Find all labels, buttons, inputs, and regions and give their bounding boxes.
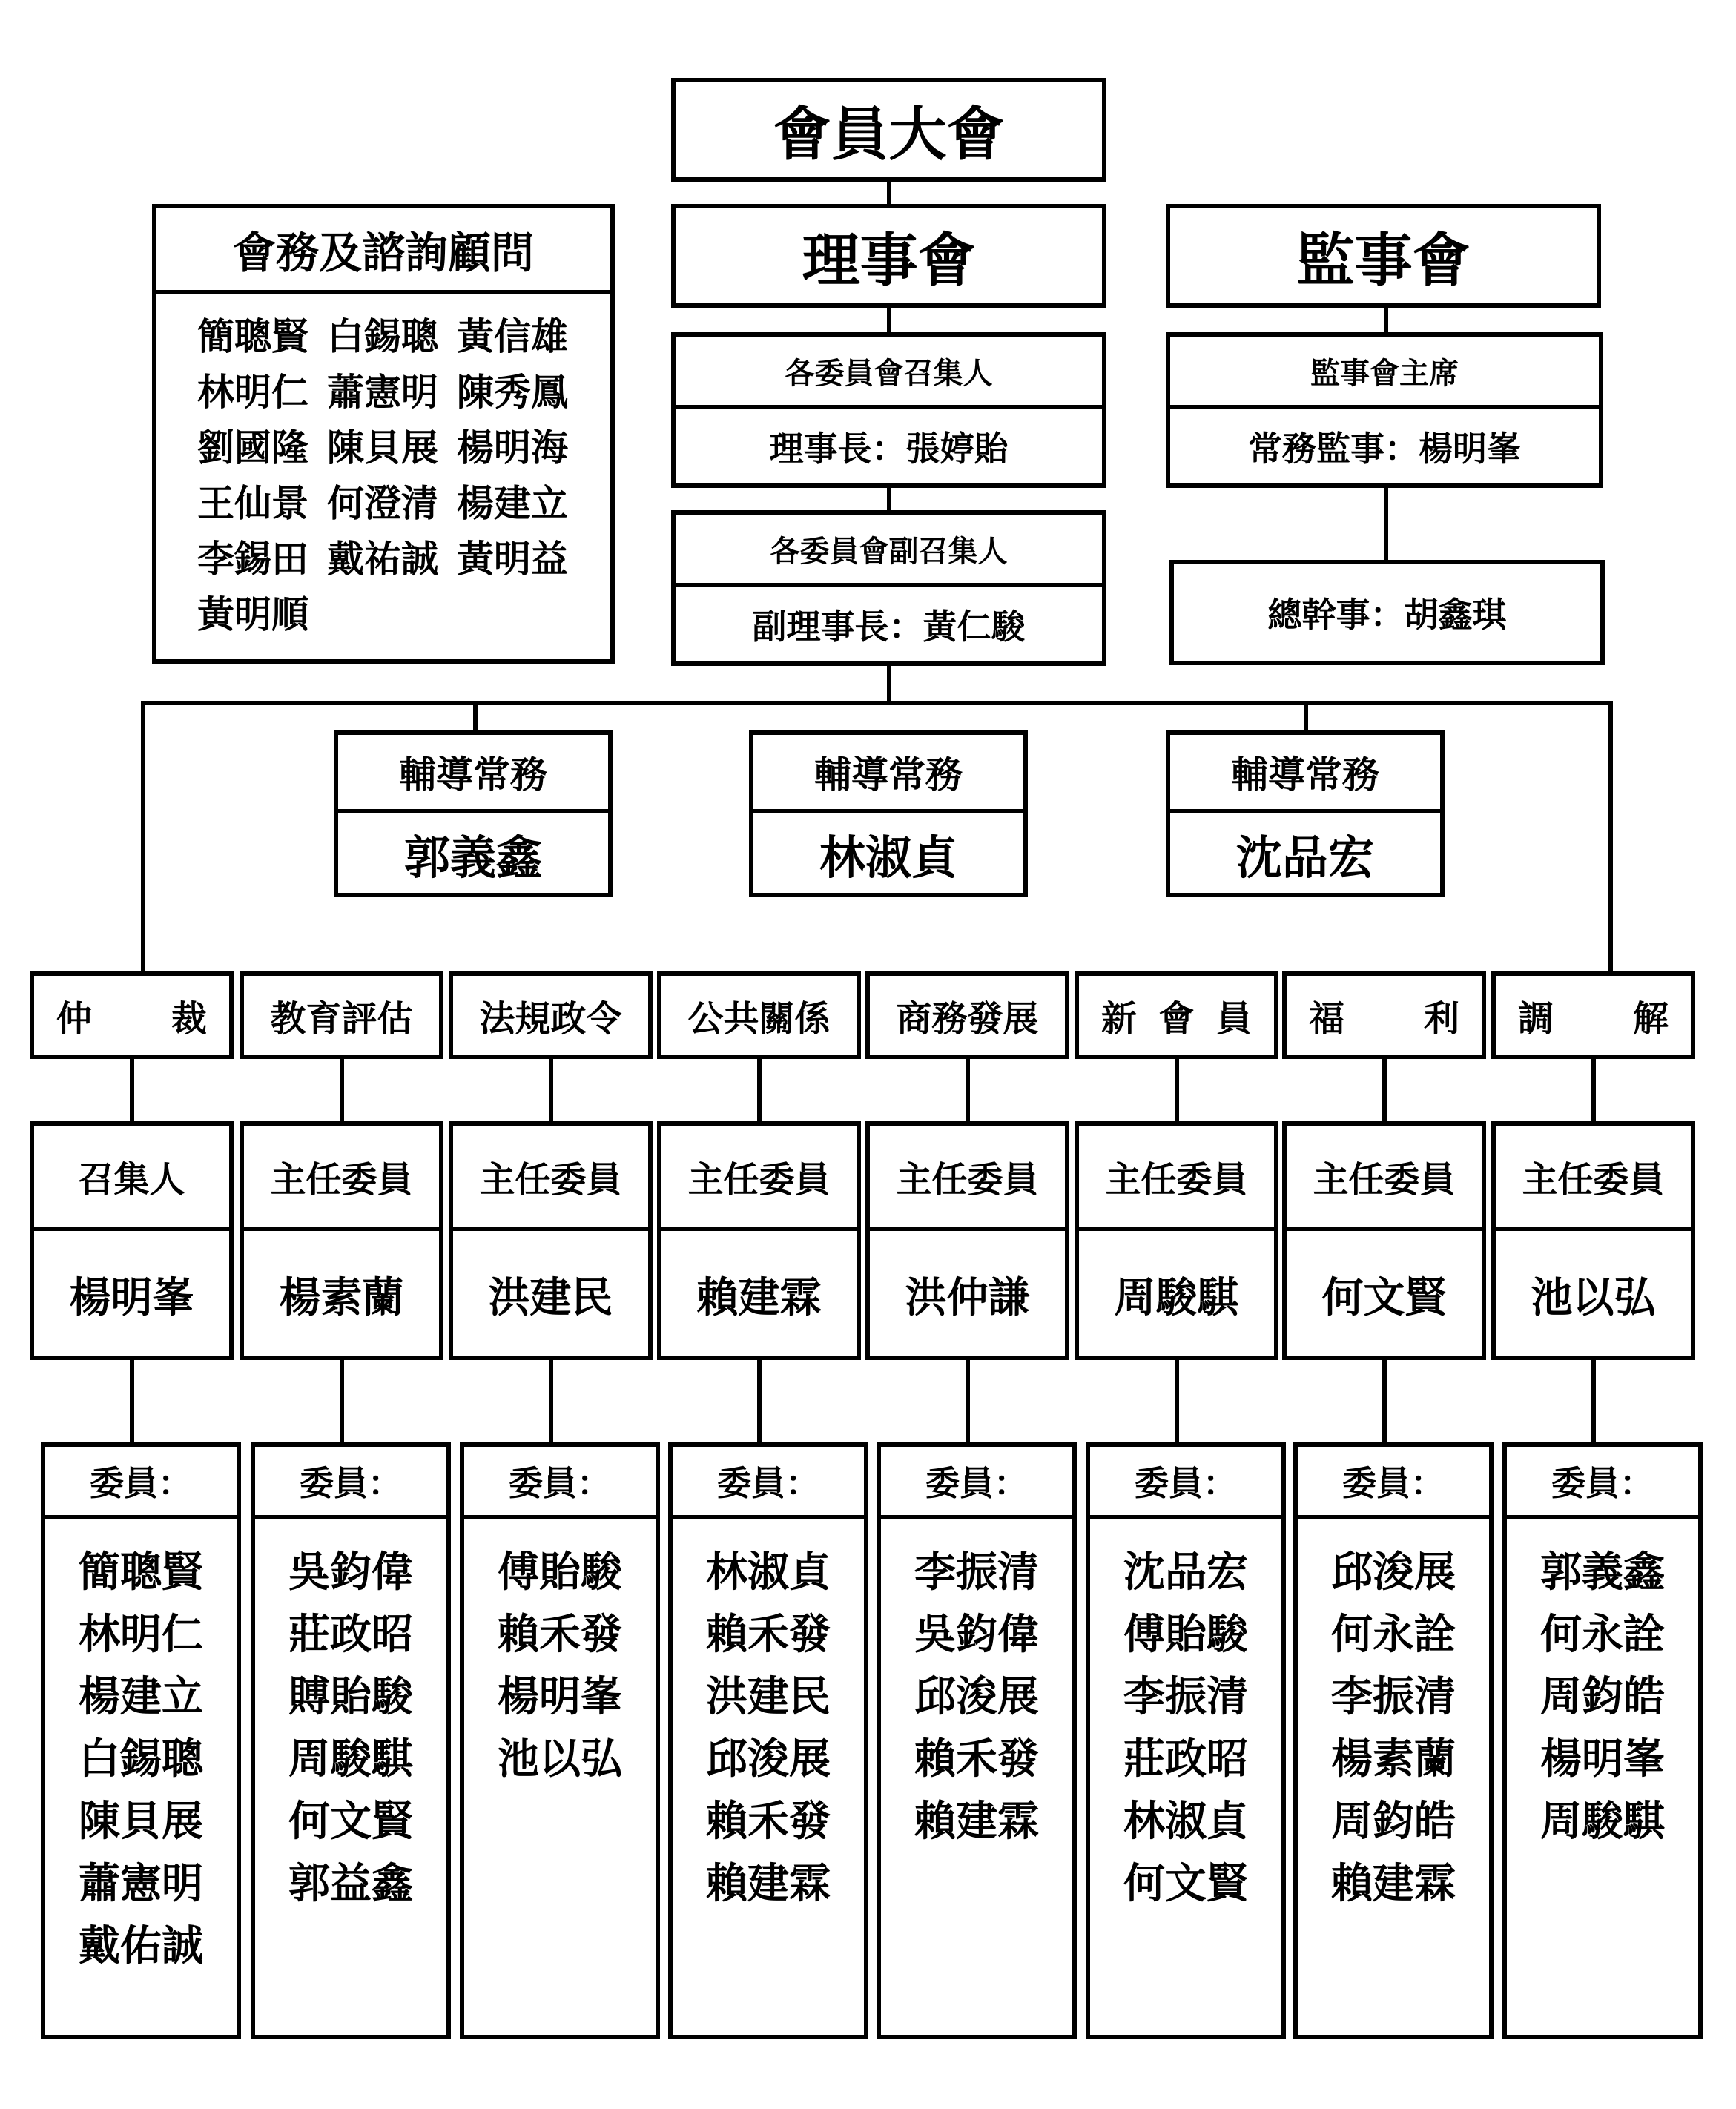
members-list [673, 1519, 864, 1915]
guidance-label: 輔導常務 [1231, 753, 1379, 796]
members-list [1298, 1519, 1489, 1915]
secretary-general-box [1169, 560, 1605, 665]
advisors-list [156, 294, 610, 643]
committee-name-box [30, 971, 234, 1059]
member-name: 楊素蘭 [1331, 1735, 1456, 1783]
advisors-row: 王仙景 何澄清 楊建立 [197, 482, 568, 525]
vice-convener-value: 副理事長：黃仁駿 [676, 583, 1102, 661]
committee-name-char: 教育評估 [270, 997, 413, 1040]
advisors-row: 林明仁 蕭憲明 陳秀鳳 [197, 371, 568, 414]
committee-head: 楊素蘭 [244, 1227, 439, 1359]
committee-head-box [1282, 1121, 1486, 1360]
committee-head-box [865, 1121, 1069, 1360]
supervisors-label: 監事會 [1296, 228, 1471, 294]
member-name: 林淑貞 [706, 1548, 831, 1597]
committee-head: 池以弘 [1496, 1227, 1691, 1359]
vice-convener-label: 各委員會副召集人 [770, 534, 1008, 569]
member-name: 郭義鑫 [1540, 1548, 1665, 1597]
committee-name-char: 新 [1101, 997, 1138, 1040]
committee-role: 主任委員 [270, 1158, 413, 1201]
member-name: 簡聰賢 [79, 1548, 203, 1597]
member-name: 周駿騏 [1540, 1798, 1665, 1846]
general-assembly-label: 會員大會 [773, 102, 1005, 168]
committee-name-char: 福 [1309, 997, 1345, 1040]
committee-head: 周駿騏 [1079, 1227, 1274, 1359]
member-name: 邱浚展 [706, 1735, 831, 1783]
committee-head: 洪仲謙 [870, 1227, 1065, 1359]
committee-connector [340, 1059, 344, 1126]
committee-name-box [1491, 971, 1695, 1059]
committee-head-box [1491, 1121, 1695, 1360]
members-label: 委員： [1551, 1463, 1654, 1503]
committee-name-char: 仲 [56, 997, 93, 1040]
member-name: 何文賢 [1123, 1860, 1248, 1908]
committee-name-char: 裁 [171, 997, 207, 1040]
members-label: 委員： [300, 1463, 402, 1503]
connector-bus-left [141, 701, 145, 975]
committee-name-box [1282, 971, 1486, 1059]
members-list [1090, 1519, 1281, 1915]
committee-role: 主任委員 [687, 1158, 831, 1201]
member-name: 陳貝展 [79, 1798, 203, 1846]
supervisors-box [1166, 204, 1601, 308]
committee-role: 主任委員 [1105, 1158, 1248, 1201]
vice-convener-box [671, 510, 1106, 666]
committee-connector [549, 1357, 553, 1446]
guidance-name: 林淑貞 [753, 809, 1023, 894]
advisors-row: 黃明順 [197, 593, 308, 636]
committee-name [1496, 990, 1691, 1041]
member-name: 莊政昭 [288, 1611, 413, 1659]
committee-connector [757, 1357, 762, 1446]
member-name: 何永詮 [1540, 1611, 1665, 1659]
member-name: 吳鈞偉 [288, 1548, 413, 1597]
member-name: 楊明峯 [498, 1673, 622, 1721]
guidance-label: 輔導常務 [814, 753, 963, 796]
committee-name-char: 會 [1158, 997, 1195, 1040]
member-name: 周駿騏 [288, 1735, 413, 1783]
member-name: 周鈞皓 [1331, 1798, 1456, 1846]
members-list [1507, 1519, 1698, 1853]
member-name: 戴佑誠 [79, 1922, 203, 1970]
member-name: 李振清 [1123, 1673, 1248, 1721]
member-name: 楊建立 [79, 1673, 203, 1721]
committee-head: 何文賢 [1287, 1227, 1482, 1359]
horizontal-bus [141, 701, 1613, 705]
committee-members-box [1086, 1442, 1286, 2039]
committee-members-box [41, 1442, 241, 2039]
supervisor-chair-value: 常務監事：楊明峯 [1170, 405, 1599, 483]
committee-name-char: 法規政令 [479, 997, 622, 1040]
member-name: 李振清 [914, 1548, 1039, 1597]
committee-head: 洪建民 [453, 1227, 648, 1359]
members-label: 委員： [90, 1463, 192, 1503]
members-list [464, 1519, 656, 1791]
member-name: 賴建霖 [706, 1860, 831, 1908]
committee-name [34, 990, 229, 1041]
member-name: 賴建霖 [914, 1798, 1039, 1846]
committee-connector [1591, 1059, 1596, 1126]
advisors-row: 劉國隆 陳貝展 楊明海 [197, 426, 568, 469]
committee-role: 主任委員 [896, 1158, 1039, 1201]
committee-name-char: 員 [1215, 997, 1252, 1040]
committee-members-box [251, 1442, 451, 2039]
committee-name-char: 公共關係 [687, 997, 831, 1040]
committee-connector [130, 1059, 134, 1126]
supervisor-chair-label: 監事會主席 [1310, 356, 1459, 391]
committee-head-box [1075, 1121, 1278, 1360]
member-name: 賴禾發 [498, 1611, 622, 1659]
member-name: 洪建民 [706, 1673, 831, 1721]
advisors-box [152, 204, 615, 664]
committee-connector [340, 1357, 344, 1446]
committee-name [1079, 990, 1274, 1041]
board-label: 理事會 [802, 228, 976, 294]
committee-connector [130, 1357, 134, 1446]
committee-name [1287, 990, 1482, 1041]
members-label: 委員： [717, 1463, 819, 1503]
committee-members-box [460, 1442, 660, 2039]
committee-name [687, 990, 830, 1041]
connector-chair-secretary [1384, 483, 1388, 564]
guidance-label: 輔導常務 [399, 753, 547, 796]
connector-supervisors-chair [1384, 304, 1388, 334]
member-name: 傅貽駿 [1123, 1611, 1248, 1659]
member-name: 吳鈞偉 [914, 1611, 1039, 1659]
committee-connector [1591, 1357, 1596, 1446]
committee-name-char: 利 [1423, 997, 1459, 1040]
committee-connector [966, 1357, 970, 1446]
general-assembly-box [671, 78, 1106, 182]
committee-head-box [30, 1121, 234, 1360]
guidance-box [749, 730, 1028, 897]
advisors-row: 簡聰賢 白錫聰 黃信雄 [197, 315, 568, 358]
member-name: 林淑貞 [1123, 1798, 1248, 1846]
convener-box [671, 332, 1106, 488]
members-list [881, 1519, 1072, 1853]
members-label: 委員： [1342, 1463, 1445, 1503]
committee-connector [1382, 1059, 1387, 1126]
committee-name-char: 調 [1518, 997, 1554, 1040]
convener-value: 理事長：張婷貽 [676, 405, 1102, 483]
member-name: 林明仁 [79, 1611, 203, 1659]
members-list [45, 1519, 237, 1978]
committee-head: 賴建霖 [661, 1227, 857, 1359]
members-label: 委員： [509, 1463, 611, 1503]
member-name: 池以弘 [498, 1735, 622, 1783]
connector-bus-guidance-3 [1304, 701, 1308, 734]
member-name: 傅貽駿 [498, 1548, 622, 1597]
committee-members-box [1293, 1442, 1494, 2039]
committee-connector [757, 1059, 762, 1126]
member-name: 何永詮 [1331, 1611, 1456, 1659]
guidance-name: 沈品宏 [1170, 809, 1440, 894]
committee-role: 主任委員 [479, 1158, 622, 1201]
member-name: 沈品宏 [1123, 1548, 1248, 1597]
advisors-row: 李錫田 戴祐誠 黃明益 [197, 538, 568, 581]
member-name: 賴禾發 [914, 1735, 1039, 1783]
committee-members-box [877, 1442, 1077, 2039]
committee-members-box [668, 1442, 868, 2039]
committee-connector [1175, 1059, 1179, 1126]
member-name: 楊明峯 [1540, 1735, 1665, 1783]
committee-connector [549, 1059, 553, 1126]
connector-bus-right [1608, 701, 1613, 975]
convener-label: 各委員會召集人 [785, 356, 993, 391]
committee-name-box [1075, 971, 1278, 1059]
members-label: 委員： [925, 1463, 1028, 1503]
committee-role: 召集人 [78, 1158, 185, 1201]
committee-head-box [449, 1121, 653, 1360]
committee-role: 主任委員 [1313, 1158, 1456, 1201]
member-name: 郭益鑫 [288, 1860, 413, 1908]
guidance-name: 郭義鑫 [338, 809, 608, 894]
committee-name-box [449, 971, 653, 1059]
connector-bus-guidance-1 [473, 701, 478, 734]
members-list [255, 1519, 446, 1915]
committee-name-box [865, 971, 1069, 1059]
committee-head-box [657, 1121, 861, 1360]
committee-head-box [240, 1121, 443, 1360]
member-name: 邱浚展 [914, 1673, 1039, 1721]
secretary-general-label: 總幹事：胡鑫琪 [1267, 595, 1507, 635]
committee-name-box [657, 971, 861, 1059]
committee-members-box [1502, 1442, 1703, 2039]
connector-vice-bus [887, 661, 891, 704]
member-name: 賴禾發 [706, 1611, 831, 1659]
connector-board-convener [887, 304, 891, 334]
member-name: 李振清 [1331, 1673, 1456, 1721]
members-label: 委員： [1135, 1463, 1237, 1503]
committee-connector [966, 1059, 970, 1126]
member-name: 周鈞皓 [1540, 1673, 1665, 1721]
member-name: 賻貽駿 [288, 1673, 413, 1721]
committee-connector [1382, 1357, 1387, 1446]
member-name: 莊政昭 [1123, 1735, 1248, 1783]
committee-name [896, 990, 1038, 1041]
member-name: 賴禾發 [706, 1798, 831, 1846]
guidance-box [334, 730, 613, 897]
member-name: 邱浚展 [1331, 1548, 1456, 1597]
supervisor-chair-box [1166, 332, 1603, 488]
committee-name [270, 990, 412, 1041]
committee-connector [1175, 1357, 1179, 1446]
member-name: 白錫聰 [79, 1735, 203, 1783]
advisors-title: 會務及諮詢顧問 [232, 228, 534, 278]
member-name: 賴建霖 [1331, 1860, 1456, 1908]
committee-name [479, 990, 621, 1041]
member-name: 蕭憲明 [79, 1860, 203, 1908]
guidance-box [1166, 730, 1445, 897]
committee-name-char: 解 [1632, 997, 1669, 1040]
committee-role: 主任委員 [1522, 1158, 1665, 1201]
committee-head: 楊明峯 [34, 1227, 229, 1359]
board-box [671, 204, 1106, 308]
connector-assembly-board [887, 178, 891, 205]
member-name: 何文賢 [288, 1798, 413, 1846]
committee-name-char: 商務發展 [896, 997, 1039, 1040]
committee-name-box [240, 971, 443, 1059]
